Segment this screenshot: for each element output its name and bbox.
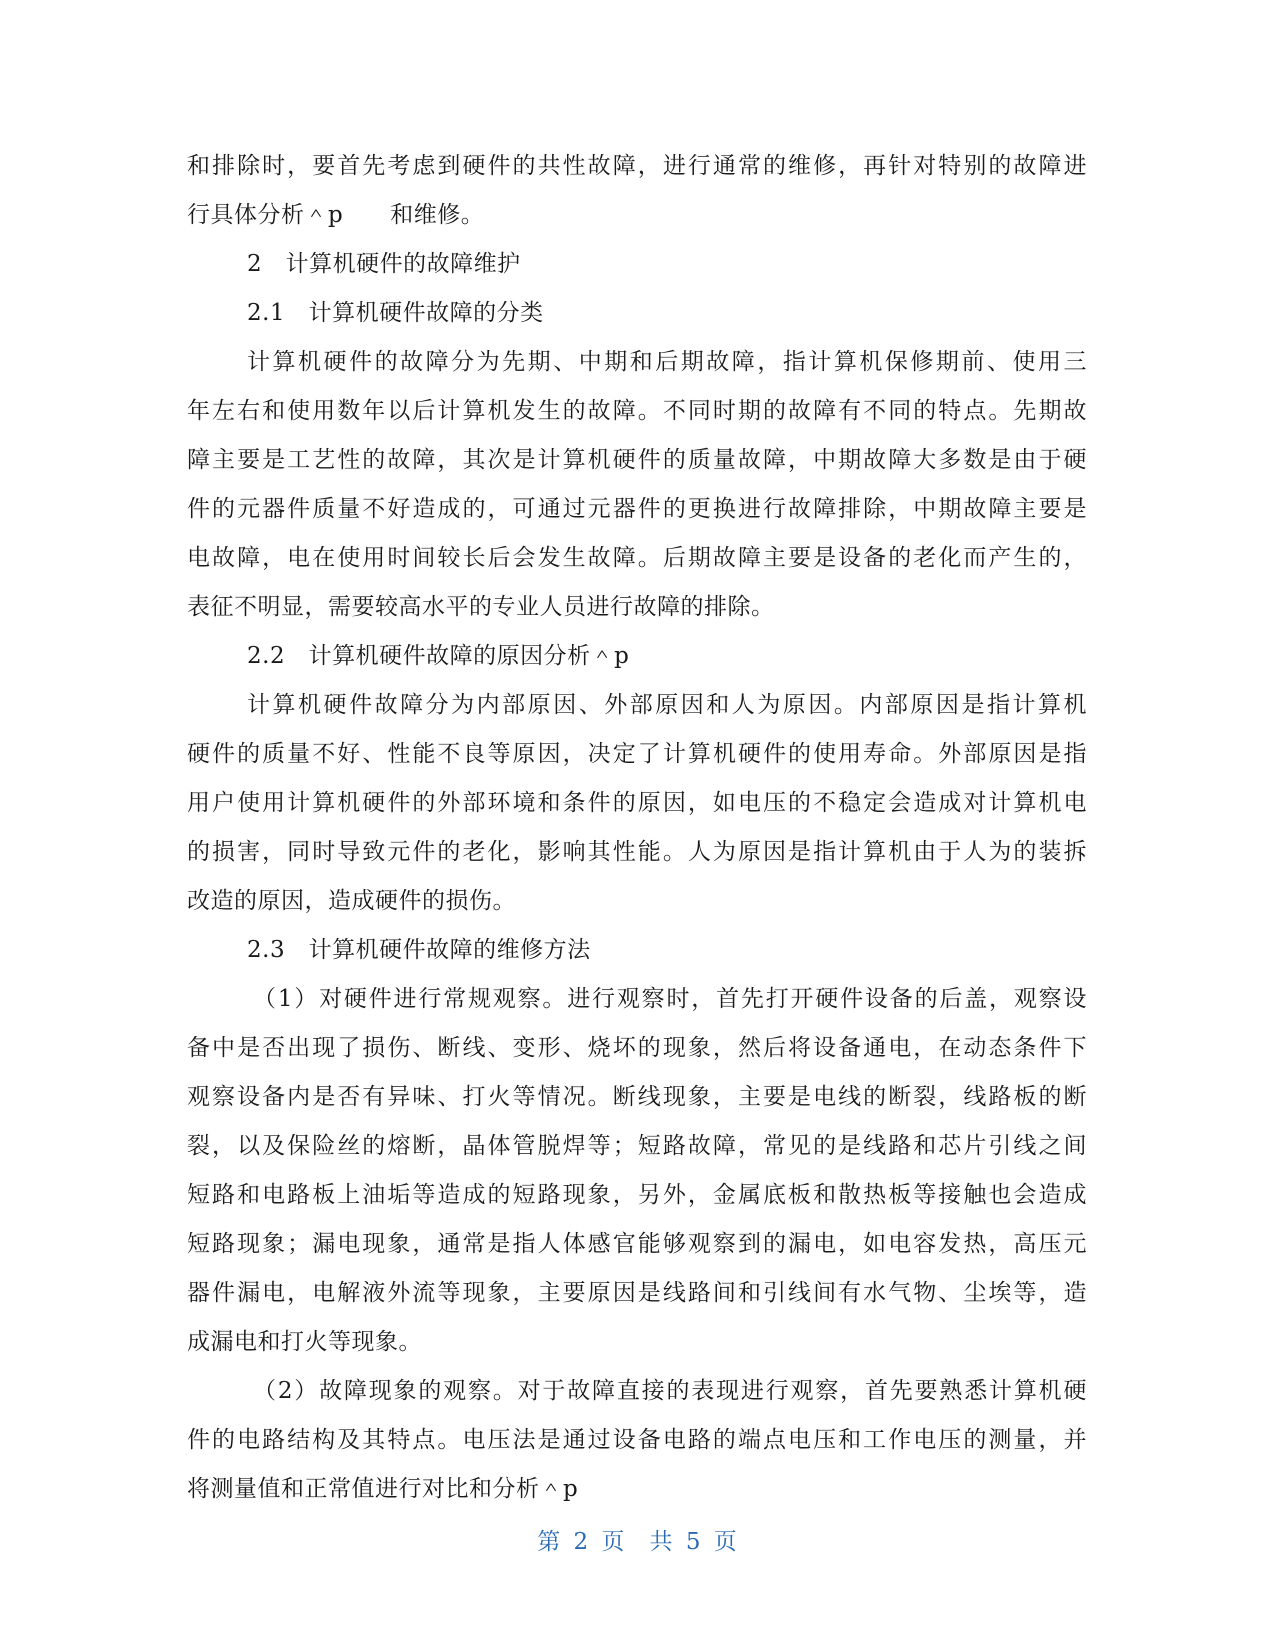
text-line: 件的元器件质量不好造成的，可通过元器件的更换进行故障排除，中期故障主要是 [187,496,1087,522]
text-line: 表征不明显，需要较高水平的专业人员进行故障的排除。 [187,594,775,620]
text-line: 障主要是工艺性的故障，其次是计算机硬件的质量故障，中期故障大多数是由于硬 [187,447,1087,473]
page-number-current: 2 [573,1529,590,1555]
text-line: 备中是否出现了损伤、断线、变形、烧坏的现象，然后将设备通电，在动态条件下 [187,1035,1087,1061]
text-line: （1）对硬件进行常规观察。进行观察时，首先打开硬件设备的后盖，观察设 [253,986,1087,1012]
section-heading: 2 计算机硬件的故障维护 [247,251,521,277]
text-line: 件的电路结构及其特点。电压法是通过设备电路的端点电压和工作电压的测量，并 [187,1427,1087,1453]
text-line: 将测量值和正常值进行对比和分析＾p [187,1476,579,1502]
section-heading: 2.1 计算机硬件故障的分类 [247,300,544,326]
text-line: （2）故障现象的观察。对于故障直接的表现进行观察，首先要熟悉计算机硬 [253,1378,1087,1404]
page-number-middle: 页 共 [601,1529,674,1555]
text-line: 年左右和使用数年以后计算机发生的故障。不同时期的故障有不同的特点。先期故 [187,398,1087,424]
text-line: 改造的原因，造成硬件的损伤。 [187,888,516,914]
section-heading: 2.3 计算机硬件故障的维修方法 [247,937,591,963]
text-line: 的损害，同时导致元件的老化，影响其性能。人为原因是指计算机由于人为的装拆 [187,839,1087,865]
text-line: 短路和电路板上油垢等造成的短路现象，另外，金属底板和散热板等接触也会造成 [187,1182,1087,1208]
text-line: 成漏电和打火等现象。 [187,1329,422,1355]
text-line: 计算机硬件的故障分为先期、中期和后期故障，指计算机保修期前、使用三 [247,349,1087,375]
text-line: 用户使用计算机硬件的外部环境和条件的原因，如电压的不稳定会造成对计算机电 [187,790,1087,816]
text-line: 行具体分析＾p 和维修。 [187,202,485,228]
page-number-prefix: 第 [537,1529,562,1555]
page-number-total: 5 [685,1529,702,1555]
text-line: 裂，以及保险丝的熔断，晶体管脱焊等；短路故障，常见的是线路和芯片引线之间 [187,1133,1087,1159]
text-line: 观察设备内是否有异味、打火等情况。断线现象，主要是电线的断裂，线路板的断 [187,1084,1087,1110]
text-line: 电故障，电在使用时间较长后会发生故障。后期故障主要是设备的老化而产生的， [187,545,1087,571]
text-line: 计算机硬件故障分为内部原因、外部原因和人为原因。内部原因是指计算机 [247,692,1087,718]
text-line: 器件漏电，电解液外流等现象，主要原因是线路间和引线间有水气物、尘埃等，造 [187,1280,1087,1306]
text-line: 和排除时，要首先考虑到硬件的共性故障，进行通常的维修，再针对特别的故障进 [187,153,1087,179]
text-line: 短路现象；漏电现象，通常是指人体感官能够观察到的漏电，如电容发热，高压元 [187,1231,1087,1257]
page-number-suffix: 页 [713,1529,738,1555]
section-heading: 2.2 计算机硬件故障的原因分析＾p [247,643,630,669]
document-body [187,142,1087,1514]
text-line: 硬件的质量不好、性能不良等原因，决定了计算机硬件的使用寿命。外部原因是指 [187,741,1087,767]
page-footer [0,1523,1275,1556]
